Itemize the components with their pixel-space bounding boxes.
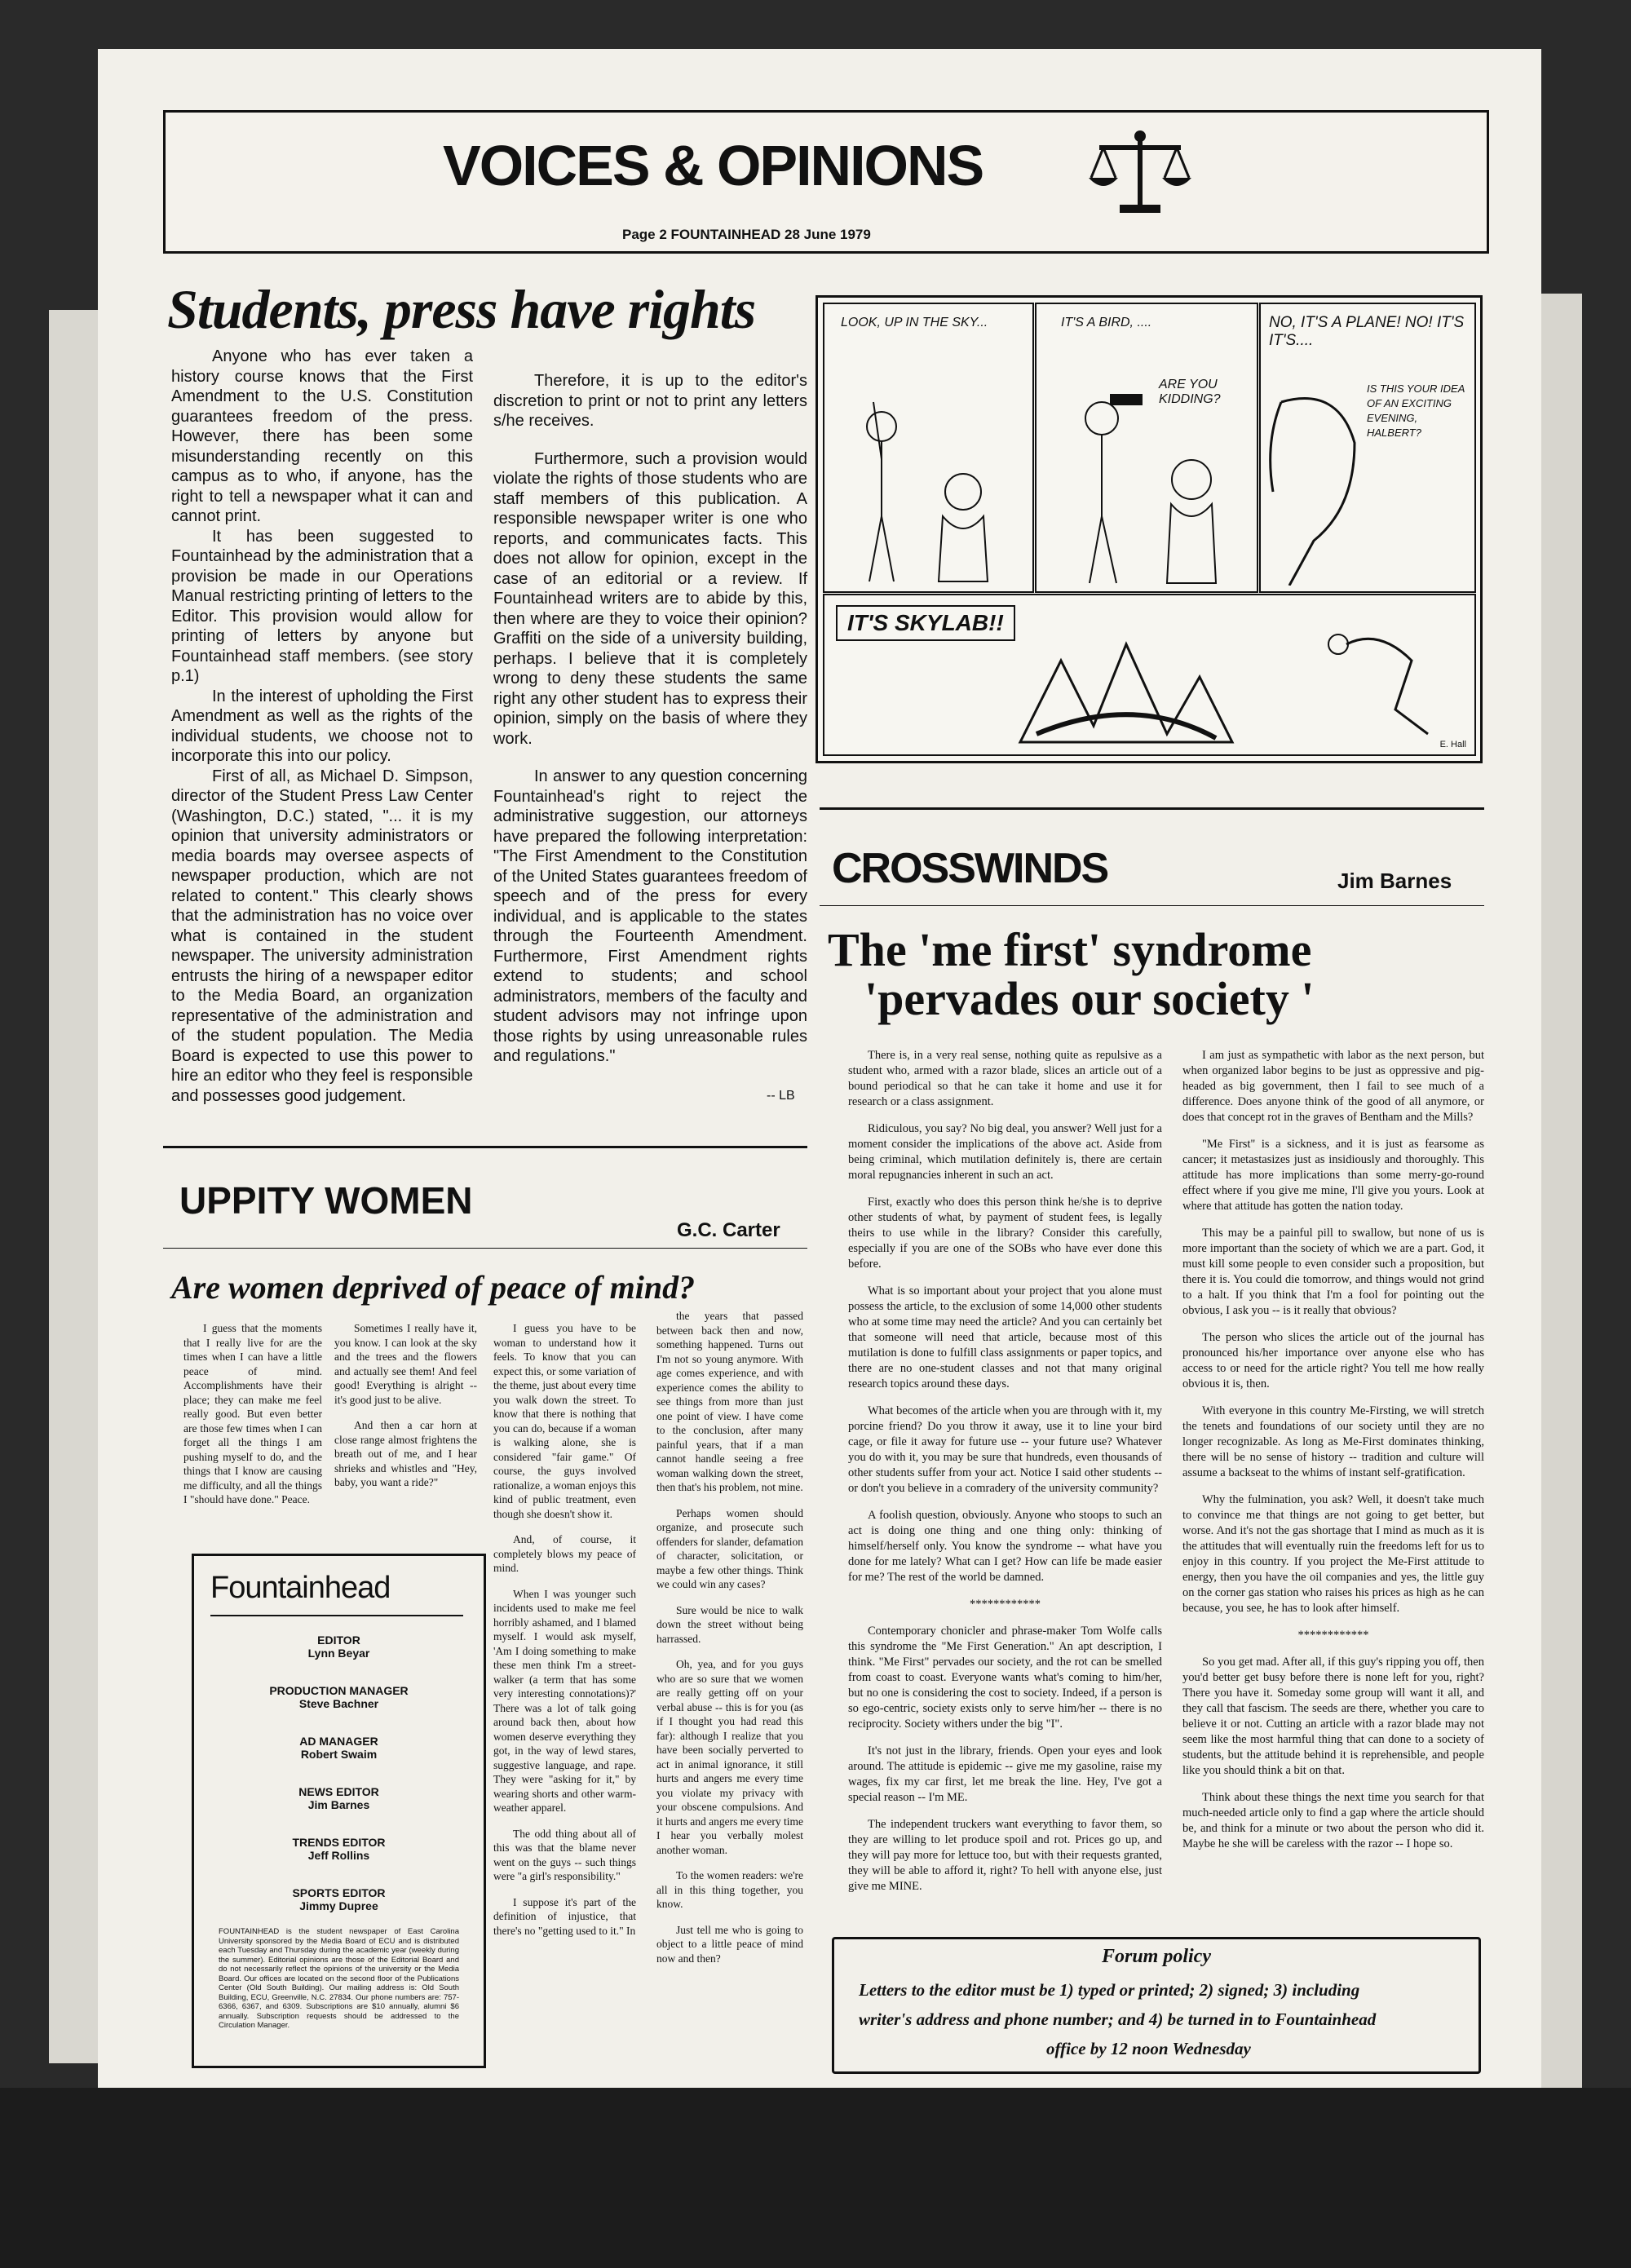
paragraph: Perhaps women should organize, and prosecute such offenders for slander, defamation of character, solicitation, or maybe a few other things. Think we could win any cases? <box>656 1506 803 1590</box>
forum-policy-line: writer's address and phone number; and 4) be turned in to Fountainhead <box>859 2009 1377 2029</box>
section-masthead <box>163 110 1489 254</box>
artist-signature: E. Hall <box>1439 740 1466 749</box>
comic-panel-3 <box>1259 303 1476 593</box>
crosswinds-column-2 <box>1182 1048 1484 1863</box>
uppity-column-4 <box>656 1309 803 1977</box>
paragraph: Contemporary chonicler and phrase-maker Tom Wolfe calls this syndrome the "Me First Generation." An apt description, I think. "Me First" pervades our society, and the rot can be smelled from coast to coast. Everyone wants what's coming to him/her, but no one is considering the cost to society. Indeed, if a person is so ego-centric, society exists only to serve him/her -- there is no reciprocity. Society withers under the big "I". <box>848 1625 1162 1731</box>
paragraph: Furthermore, such a provision would violate the rights of those students who are staff members of this publication. A responsible newspaper writer is one who reports, and communicates facts. This does not allow for opinion, except in the case of an editorial or a review. If Fountainhead writers are to abide by this, then where are they to voice their opinion? Graffiti on the side of a university building, perhaps. I believe that it is completely wrong to deny these students the same right any other student has to express their opinion, simply on the basis of where they work. <box>493 449 807 748</box>
paragraph: And, of course, it completely blows my peace of mind. <box>493 1533 636 1574</box>
paragraph: Why the fulmination, you ask? Well, it doesn't take much to convince me that things are not going to get better, but worse. And it's not the gas shortage that I mind as much as it is the attitudes that will eventually ruin the freedoms left for us to enjoy in this country. If you project the Me-First attitude to energy, then you have the oil companies and yes, the little guy on the corner gas station who raises his prices as high as he can because, you see, he has to look after himself. <box>1182 1493 1484 1615</box>
headline-line: The 'me first' syndrome <box>828 923 1312 976</box>
staff-name: Jeff Rollins <box>307 1849 370 1862</box>
paragraph: When I was younger such incidents used to make me feel horribly ashamed, and I blamed myself. I would ask myself, 'Am I doing something to make these men think I'm a street-walker (a term that has some very interesting connotations)?' There was a lot of talk going around back then, about how women deserve everything they got, in the way of lewd stares, suggestive language, and rape. They were "asking for it," by wearing shorts and other warm-weather apparel. <box>493 1587 636 1814</box>
speech-bubble: LOOK, UP IN THE SKY... <box>841 316 988 329</box>
comic-panel-2 <box>1035 303 1258 593</box>
paragraph: So you get mad. After all, if this guy's ripping you off, then you'd better get busy before there is none left for you, right? There you have it. Someday some group will want it all, and they call that fascism. The seeds are there, whether you care to believe it or not. Cutting an article with a razor blade may not seem like the most harmful thing that can done to a society of students, but the attitude behind it is reprehensible, and people like you should think a bit on that. <box>1182 1656 1484 1777</box>
editorial-signoff: -- LB <box>767 1089 795 1103</box>
uppity-column-1 <box>183 1321 322 1519</box>
staff-role: EDITOR <box>317 1634 360 1647</box>
uppity-headline: Are women deprived of peace of mind? <box>171 1269 696 1306</box>
editorial-headline: Students, press have rights <box>167 278 756 340</box>
scan-background <box>0 2088 1631 2268</box>
paragraph: Sometimes I really have it, you know. I can look at the sky and the trees and the flowers and actually see them! And feel good! Everything is alright -- it's good just to be alive. <box>334 1322 477 1406</box>
uppity-column-3 <box>493 1321 636 1949</box>
staff-fineprint: FOUNTAINHEAD is the student newspaper of East Carolina University sponsored by the Media Board of ECU and is distributed each Tuesday and Thursday during the academic year (weekly during the summer). Editorial opinions are those of the Editorial Board and do not necessarily reflect the opinions of the university or the Media Board. Our offices are located on the second floor of the Publications Center (Old South Building). Our mailing address is: Old South Building, ECU, Greenville, N.C. 27834. Our phone numbers are: 757-6366, 6367, and 6309. Subscriptions are $10 annually, alumni $6 annually. Subscription requests should be addressed to the Circulation Manager. <box>219 1927 459 2030</box>
paragraph: First of all, as Michael D. Simpson, director of the Student Press Law Center (Washington, D.C.) stated, "... it is my opinion that university administrators or media boards may oversee aspects of newspaper production, which are not related to content." This clearly shows that the administration has no voice over what is contained in the student newspaper. The university administration entrusts the hiring of a newspaper editor to the Media Board, an organization representative of the administration and of the student population. The Media Board is expected to use this power to hire an editor who they feel is responsible and possesses good judgement. <box>171 767 473 1105</box>
paragraph: With everyone in this country Me-Firsting, we will stretch the tenets and foundations of our society until they are no longer recognizable. As long as Me-First dominates thinking, there will be no sense of history -- tradition and culture will assume a backseat to the whims of instant self-gratification. <box>1182 1404 1484 1479</box>
paragraph: What is so important about your project that you alone must possess the article, to the exclusion of some 14,000 other students who at some time may need the article? And you can certainly bet that someone will need that article, because most of this mutilation is done to fulfill class assignments or paper topics, and there are no one-student classes and not that many original research topics around these days. <box>848 1284 1162 1390</box>
divider <box>210 1615 463 1616</box>
staff-name: Jim Barnes <box>307 1798 370 1811</box>
crosswinds-headline <box>828 923 1315 1025</box>
editorial-column-1 <box>171 347 473 1106</box>
staff-role: AD MANAGER <box>299 1735 378 1748</box>
staff-role: SPORTS EDITOR <box>292 1886 386 1899</box>
paragraph: It has been suggested to Fountainhead by the administration that a provision be made in our Operations Manual restricting printing of letters to the Editor. This provision would allow for printing of letters by anyone but Fountainhead staff members. (see story p.1) <box>171 527 473 685</box>
divider <box>820 905 1484 906</box>
comic-figures-drawing <box>1053 369 1249 586</box>
paragraph: It's not just in the library, friends. Open your eyes and look around. The attitude is epidemic -- give me my gasoline, raise my wages, fix my car first, let me break the line. Hey, I've got a special reason -- I'm ME. <box>848 1744 1162 1804</box>
comic-panel-1 <box>823 303 1034 593</box>
paragraph: The independent truckers want everything to favor them, so they are willing to let produce spoil and rot. Prices go up, and they will pay more for lettuce too, but with their requests granted, they will be able to afford it, right? To hell with anyone else, just give me MINE. <box>848 1818 1162 1893</box>
paragraph: The odd thing about all of this was that the blame never went on the guys -- such things were "a girl's responsibility." <box>493 1827 636 1882</box>
staff-nameplate: Fountainhead <box>210 1571 391 1605</box>
paragraph: I guess you have to be woman to understand how it feels. To know that you can expect this, or some variation of the theme, just about every time you walk down the street. To know that there is nothing that you can do, because if a woman is walking alone, she is considered "fair game." Of course, the guys involved rationalize, a woman enjoys this kind of public treatment, even though she doesn't show it. <box>493 1322 636 1520</box>
headline-line: 'pervades our society ' <box>864 972 1315 1025</box>
comic-caption: IT'S SKYLAB!! <box>836 605 1015 641</box>
staff-name: Jimmy Dupree <box>299 1899 378 1912</box>
paragraph: What becomes of the article when you are through with it, my porcine friend? Do you throw it away, use it to line your bird cage, or file it away for future use -- your future use? Whatever you do with it, you may be sure that hundreds, even thousands of other students suffer from your act. Notice I said other students -- or don't you believe in a comradery of the university community? <box>848 1404 1162 1495</box>
column-author: G.C. Carter <box>677 1219 780 1241</box>
paragraph: Therefore, it is up to the editor's discretion to print or not to print any letters s/he receives. <box>493 372 807 430</box>
staff-name: Lynn Beyar <box>307 1647 370 1660</box>
scales-of-justice-icon <box>1087 125 1193 223</box>
section-break: ************ <box>1297 1629 1369 1642</box>
paragraph: To the women readers: we're all in this thing together, you know. <box>656 1869 803 1910</box>
paragraph: This may be a painful pill to swallow, but none of us is more important than the society of which we are a part. God, it must kill some people to even consider such a proposition, but there it is. You could die tomorrow, and things would not grind to a halt. If you think that I'm a fool for pointing out the obvious, I ask you -- is it really that obvious? <box>1182 1227 1484 1317</box>
column-logo: UPPITY WOMEN <box>179 1179 473 1222</box>
staff-list <box>194 1634 484 1919</box>
uppity-column-2 <box>334 1321 477 1501</box>
forum-policy-line: Letters to the editor must be 1) typed or printed; 2) signed; 3) including <box>859 1980 1360 2000</box>
staff-role: TRENDS EDITOR <box>292 1836 386 1849</box>
paragraph: Sure would be nice to walk down the street without being harrassed. <box>656 1603 803 1645</box>
paragraph: Ridiculous, you say? No big deal, you answer? Well just for a moment consider the implications of the above act. Aside from being criminal, which mutilation definitely is, there are certain moral repugnancies inherent in such an act. <box>848 1122 1162 1182</box>
paragraph: I suppose it's part of the definition of injustice, that there's no "getting used to it." In <box>493 1895 636 1937</box>
skylab-crash-drawing <box>988 612 1461 750</box>
comic-figures-drawing <box>1265 378 1371 586</box>
paragraph: In answer to any question concerning Fountainhead's right to reject the administrative suggestion, our attorneys have prepared the following interpretation: "The First Amendment to the Constitution of the United States guarantees freedom of speech and of the press for every individual, and is applicable to the states through the Fourteenth Amendment. Furthermore, First Amendment rights extend to students; and school administrators, members of the faculty and student advisors may not infringe upon those rights by using unreasonable rules and regulations." <box>493 767 807 1065</box>
staff-name: Steve Bachner <box>298 1697 379 1710</box>
forum-policy-box <box>832 1937 1481 2074</box>
paragraph: "Me First" is a sickness, and it is just as fearsome as cancer; it metastasizes just as insidiously and thoroughly. This attitude has more implications than some merry-go-round effect where if you give me mine, I'll give you yours. Look at where that attitude has gotten the nation today. <box>1182 1138 1484 1213</box>
paragraph: There is, in a very real sense, nothing quite as repulsive as a student who, armed with a razor blade, slices an article out of a bound periodical so that he can take it home and use it for research or a class assignment. <box>848 1049 1162 1108</box>
comic-strip <box>816 295 1483 763</box>
paragraph: First, exactly who does this person think he/she is to deprive other students of what, by payment of student fees, is legally theirs to use while in the library? Consider this carefully, especially if you are one of the SOBs who have ever done this before. <box>848 1196 1162 1271</box>
section-break: ************ <box>970 1598 1041 1611</box>
speech-bubble: NO, IT'S A PLANE! NO! IT'S IT'S.... <box>1269 314 1465 349</box>
paragraph: A foolish question, obviously. Anyone who stoops to such an act is doing one thing and one thing only: thinking of himself/herself only. You know the syndrome -- what have you done for me lately? What can I get? How can life be made easier for me? The rest of the world be damned. <box>848 1509 1162 1584</box>
paragraph: Think about these things the next time you search for that much-needed article only to find a gap where the article should be, and think for a minute or two about the person who did it. Maybe he she will be careless with the razor -- I hope so. <box>1182 1791 1484 1850</box>
paragraph: Oh, yea, and for you guys who are so sure that we women are really getting off on your verbal abuse -- this is for you (as if I thought you had read this far): although I realize that you have been socially perverted to act in animal ignorance, it still hurts and angers me every time you violate my privacy with your obscene compulsions. And it hurts and angers me every time I hear you verbally molest another woman. <box>656 1658 803 1856</box>
staff-box <box>192 1554 486 2068</box>
paragraph: The person who slices the article out of the journal has pronounced his/her importance over anyone else who has access to or need for the article right? You tell me how really obvious it is, then. <box>1182 1331 1484 1390</box>
paragraph: the years that passed between back then and now, something happened. Turns out I'm not so young anymore. With age comes experience, and with experience comes the ability to see things from more than just one point of view. I have come to the conclusion, after many painful years, that if a man cannot handle seeing a free woman walking down the street, then that's his problem, not mine. <box>656 1310 803 1493</box>
speech-bubble: ARE YOU KIDDING? <box>1159 378 1221 406</box>
staff-role: NEWS EDITOR <box>298 1785 379 1798</box>
crosswinds-column-1 <box>848 1048 1162 1906</box>
page-dateline: Page 2 FOUNTAINHEAD 28 June 1979 <box>622 227 871 242</box>
comic-panel-4 <box>823 594 1476 756</box>
paragraph: I am just as sympathetic with labor as the next person, but when organized labor begins to be just as oppressive and pig-headed as big government, then I fail to see much of a difference. Does anyone think of the good of all anymore, or does that concept rot in the graves of Bentham and the Mills? <box>1182 1049 1484 1124</box>
speech-bubble: IS THIS YOUR IDEA OF AN EXCITING EVENING, HALBERT? <box>1367 382 1465 439</box>
divider <box>163 1248 807 1249</box>
paragraph: And then a car horn at close range almost frightens the breath out of me, and I hear shrieks and whistles and "Hey, baby, you want a ride?" <box>334 1419 477 1488</box>
section-title: VOICES & OPINIONS <box>443 134 983 197</box>
paragraph: I guess that the moments that I really live for are the times when I can have a little peace of mind. Accomplishments have their place; they can make me feel really good. But even better are those few times when I can forget all the things I am pushing myself to do, and the things that I know are causing me difficulty, and all the things I "should have done." Peace. <box>183 1322 322 1505</box>
paragraph: In the interest of upholding the First Amendment as well as the rights of the individual students, we choose not to incorporate this into our policy. <box>171 687 473 765</box>
staff-role: PRODUCTION MANAGER <box>269 1684 409 1697</box>
column-author: Jim Barnes <box>1337 869 1452 893</box>
paragraph: Just tell me who is going to object to a little peace of mind now and then? <box>656 1923 803 1965</box>
speech-bubble: IT'S A BIRD, .... <box>1061 316 1152 329</box>
editorial-column-2 <box>493 371 807 1067</box>
paragraph: Anyone who has ever taken a history course knows that the First Amendment to the U.S. Constitution guarantees freedom of the press. However, there has been some misunderstanding recently on this campus as to who, if anyone, has the right to tell a newspaper what it can and cannot print. <box>171 347 473 525</box>
comic-figures-drawing <box>841 378 1020 586</box>
divider <box>163 1146 807 1148</box>
forum-policy-title: Forum policy <box>1101 1946 1211 1967</box>
divider <box>820 807 1484 810</box>
column-logo: CROSSWINDS <box>832 845 1108 892</box>
staff-name: Robert Swaim <box>300 1748 378 1761</box>
forum-policy-line: office by 12 noon Wednesday <box>1046 2039 1251 2058</box>
